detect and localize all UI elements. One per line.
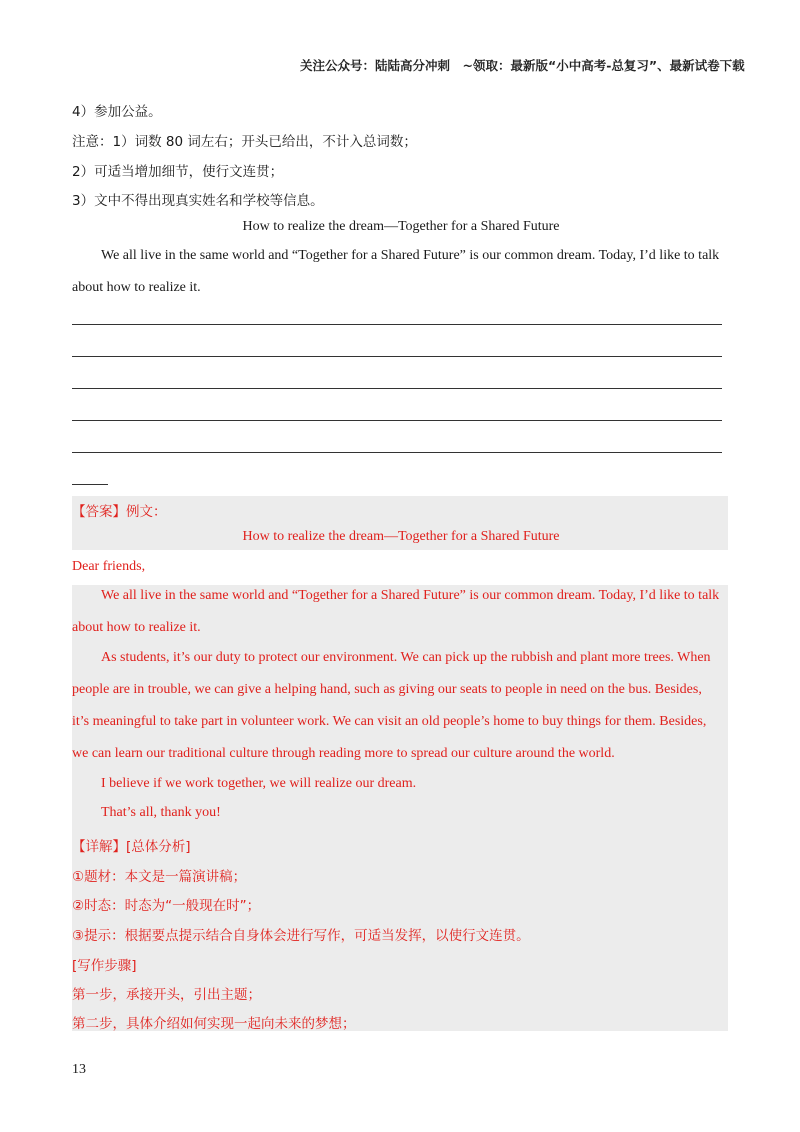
analysis-point-2: ②时态：时态为“一般现在时”； [72, 898, 261, 914]
analysis-point-1: ①题材：本文是一篇演讲稿； [72, 869, 247, 885]
writing-line [72, 324, 722, 325]
analysis-label: 【详解】 [72, 839, 126, 855]
analysis-step-1: 第一步，承接开头，引出主题； [72, 987, 261, 1003]
answer-line: about how to realize it. [72, 620, 201, 635]
task-note-3: 3）文中不得出现真实姓名和学校等信息。 [72, 193, 324, 209]
analysis-section-steps: [写作步骤] [72, 958, 137, 974]
answer-line: We all live in the same world and “Together for a Shared Future” is our common dream. Today, I’d like to talk [101, 588, 720, 603]
writing-line [72, 452, 722, 453]
answer-label: 【答案】例文： [72, 504, 167, 520]
answer-greeting: Dear friends, [72, 559, 146, 574]
task-note-2: 2）可适当增加细节，使行文连贯； [72, 164, 284, 180]
answer-line: As students, it’s our duty to protect our environment. We can pick up the rubbish and plant more trees. When [101, 650, 711, 665]
essay-opening-line-2: about how to realize it. [72, 280, 201, 295]
analysis-heading [72, 835, 191, 855]
essay-opening-line-1: We all live in the same world and “Together for a Shared Future” is our common dream. Today, I’d like to talk [101, 248, 720, 263]
writing-line [72, 388, 722, 389]
analysis-point-3: ③提示：根据要点提示结合自身体会进行写作，可适当发挥，以使行文连贯。 [72, 928, 530, 944]
analysis-step-2: 第二步，具体介绍如何实现一起向未来的梦想； [72, 1016, 356, 1032]
answer-line: people are in trouble, we can give a helping hand, such as giving our seats to people in need on the bus. Besides, [72, 682, 702, 697]
page-header: 关注公众号：陆陆高分冲刺 ~领取：最新版“小中高考-总复习”、最新试卷下载 [300, 58, 745, 73]
answer-line: That’s all, thank you! [101, 805, 221, 820]
essay-title: How to realize the dream—Together for a Shared Future [242, 219, 560, 234]
answer-line: we can learn our traditional culture through reading more to spread our culture around the world. [72, 746, 615, 761]
answer-title: How to realize the dream—Together for a Shared Future [242, 529, 560, 544]
task-item-4: 4）参加公益。 [72, 104, 162, 120]
answer-line: I believe if we work together, we will realize our dream. [101, 776, 417, 791]
writing-line [72, 356, 722, 357]
writing-line [72, 420, 722, 421]
answer-line: it’s meaningful to take part in volunteer work. We can visit an old people’s home to buy things for them. Besides, [72, 714, 707, 729]
writing-line-short [72, 484, 108, 485]
page-number: 13 [72, 1062, 86, 1077]
analysis-section-overall: [总体分析] [126, 839, 191, 855]
task-note-1: 注意：1）词数 80 词左右；开头已给出，不计入总词数； [72, 134, 417, 150]
